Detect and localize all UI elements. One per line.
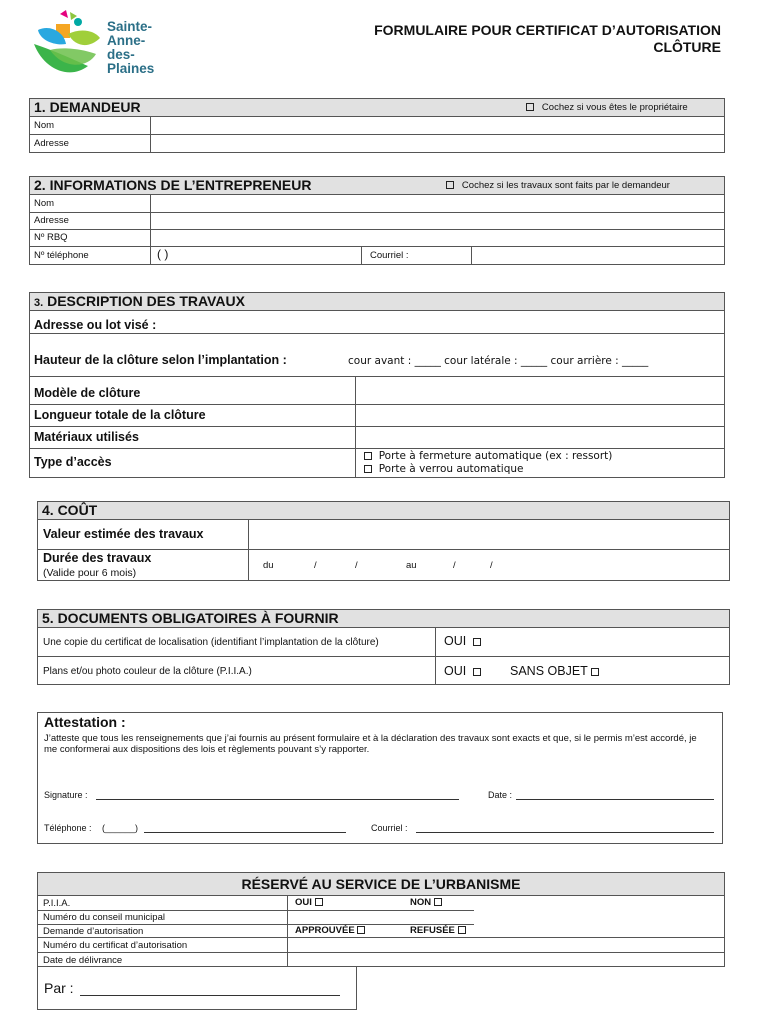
section-3-number: 3. xyxy=(34,297,44,309)
date-slash: / xyxy=(453,560,456,571)
signature-field[interactable] xyxy=(96,799,459,800)
materiaux-label: Matériaux utilisés xyxy=(34,430,139,444)
title-line-2: CLÔTURE xyxy=(653,39,721,55)
doc-row-1: Une copie du certificat de localisation (identifiant l’implantation de la clôture) xyxy=(43,637,379,648)
par-field[interactable] xyxy=(80,995,340,996)
refusee-label: REFUSÉE xyxy=(410,925,455,936)
valide-note: (Valide pour 6 mois) xyxy=(43,567,137,579)
logo xyxy=(30,8,180,83)
section-5-heading: 5. DOCUMENTS OBLIGATOIRES À FOURNIR xyxy=(42,610,339,626)
logo-text-3: des- xyxy=(107,47,135,62)
materiaux-field[interactable] xyxy=(356,427,724,447)
phone-area-code: ( ) xyxy=(157,247,169,261)
courriel-label: Courriel : xyxy=(370,250,409,261)
par-label: Par : xyxy=(44,980,74,996)
approuvee-label: APPROUVÉE xyxy=(295,925,355,936)
acces-label: Type d’accès xyxy=(34,455,112,469)
reserve-non-checkbox[interactable] xyxy=(434,898,442,906)
telephone-field[interactable] xyxy=(144,832,346,833)
section-reserve-urbanisme xyxy=(37,872,725,967)
date-field[interactable] xyxy=(516,799,714,800)
adresse-lot-label: Adresse ou lot visé : xyxy=(34,318,157,332)
section-1-heading: 1. DEMANDEUR xyxy=(34,99,141,115)
logo-text-1: Sainte- xyxy=(107,19,153,34)
contractor-nom-field[interactable] xyxy=(151,195,724,211)
section-attestation xyxy=(37,712,723,844)
sans-objet-label: SANS OBJET xyxy=(510,664,588,678)
reserve-non-label: NON xyxy=(410,897,432,908)
phone-field[interactable] xyxy=(180,247,360,265)
doc1-oui-checkbox[interactable] xyxy=(473,638,481,646)
doc2-oui-checkbox[interactable] xyxy=(473,668,481,676)
porte-verrou-checkbox[interactable] xyxy=(364,465,372,473)
attestation-text: J’atteste que tous les renseignements que j’ai fournis au présent formulaire et à la déclaration des travaux sont exacts et que, si le permis m’est accordé, je me conformerai aux dispositions des lois et règlements pouvant s’y rapporter. xyxy=(44,733,697,755)
longueur-label: Longueur totale de la clôture xyxy=(34,408,206,422)
owner-checkbox[interactable] xyxy=(526,103,534,111)
du-label: du xyxy=(263,560,274,571)
owner-check-label: Cochez si vous êtes le propriétaire xyxy=(541,102,688,113)
telephone-area-code: (______) xyxy=(102,823,139,833)
title-line-1: FORMULAIRE POUR CERTIFICAT D’AUTORISATION xyxy=(374,22,721,38)
row-label-telephone: Nº téléphone xyxy=(34,250,89,261)
page-title xyxy=(374,22,721,56)
doc-row-2: Plans et/ou photo couleur de la clôture (P.I.I.A.) xyxy=(43,666,252,677)
telephone-label: Téléphone : xyxy=(44,823,92,833)
logo-mark xyxy=(30,10,106,82)
reserve-row-demande: Demande d’autorisation xyxy=(43,926,144,937)
porte-auto-checkbox[interactable] xyxy=(364,452,372,460)
row-label-rbq: Nº RBQ xyxy=(34,232,68,243)
courriel-field[interactable] xyxy=(472,247,724,265)
reserve-row-piia: P.I.I.A. xyxy=(43,898,71,909)
valeur-label: Valeur estimée des travaux xyxy=(43,527,204,541)
logo-text-2: Anne- xyxy=(107,33,146,48)
porte-verrou-label: Porte à verrou automatique xyxy=(378,463,524,475)
row-label-nom: Nom xyxy=(34,120,55,131)
rbq-field[interactable] xyxy=(151,230,724,246)
adresse-field[interactable] xyxy=(151,135,724,152)
row-label-adresse: Adresse xyxy=(34,138,69,149)
duree-field[interactable] xyxy=(249,550,729,580)
contractor-check-label: Cochez si les travaux sont faits par le demandeur xyxy=(461,180,670,191)
duree-label: Durée des travaux xyxy=(43,551,152,565)
attestation-heading: Attestation : xyxy=(44,714,126,730)
doc2-sans-objet-checkbox[interactable] xyxy=(591,668,599,676)
modele-label: Modèle de clôture xyxy=(34,386,141,400)
reserve-row-certificat: Numéro du certificat d’autorisation xyxy=(43,940,188,951)
reserve-oui-checkbox[interactable] xyxy=(315,898,323,906)
refusee-checkbox[interactable] xyxy=(458,926,466,934)
reserve-heading: RÉSERVÉ AU SERVICE DE L’URBANISME xyxy=(241,876,521,892)
reserve-row-date: Date de délivrance xyxy=(43,955,123,966)
row-label-nom: Nom xyxy=(34,198,55,209)
logo-text-4: Plaines xyxy=(107,61,155,76)
date-label: Date : xyxy=(488,790,513,800)
contractor-checkbox[interactable] xyxy=(446,181,454,189)
date-slash: / xyxy=(490,560,493,571)
reserve-oui-label: OUI xyxy=(295,897,312,908)
row-label-adresse: Adresse xyxy=(34,215,69,226)
modele-field[interactable] xyxy=(356,377,724,403)
contractor-adresse-field[interactable] xyxy=(151,213,724,229)
approuvee-checkbox[interactable] xyxy=(357,926,365,934)
section-3-title: DESCRIPTION DES TRAVAUX xyxy=(47,293,245,309)
date-slash: / xyxy=(355,560,358,571)
reserve-row-conseil: Numéro du conseil municipal xyxy=(43,912,165,923)
section-entrepreneur xyxy=(29,176,725,265)
hauteur-detail[interactable]: cour avant : _____ cour latérale : _____ cour arrière : _____ xyxy=(348,355,649,367)
valeur-field[interactable] xyxy=(249,520,729,548)
section-demandeur xyxy=(29,98,725,153)
porte-auto-label: Porte à fermeture automatique (ex : ressort) xyxy=(378,450,613,462)
section-documents xyxy=(37,609,730,685)
hauteur-label: Hauteur de la clôture selon l’implantation : xyxy=(34,353,287,367)
section-description xyxy=(29,292,725,478)
section-cout xyxy=(37,501,730,581)
signature-label: Signature : xyxy=(44,790,88,800)
au-label: au xyxy=(406,560,417,571)
nom-field[interactable] xyxy=(151,117,724,133)
section-3-heading xyxy=(34,293,245,309)
oui-label: OUI xyxy=(444,664,467,678)
date-slash: / xyxy=(314,560,317,571)
longueur-field[interactable] xyxy=(356,405,724,425)
oui-label: OUI xyxy=(444,634,467,648)
par-box xyxy=(37,966,357,1010)
courriel-field[interactable] xyxy=(416,832,714,833)
section-2-heading: 2. INFORMATIONS DE L’ENTREPRENEUR xyxy=(34,177,312,193)
section-4-heading: 4. COÛT xyxy=(42,502,98,518)
courriel-label: Courriel : xyxy=(371,823,408,833)
